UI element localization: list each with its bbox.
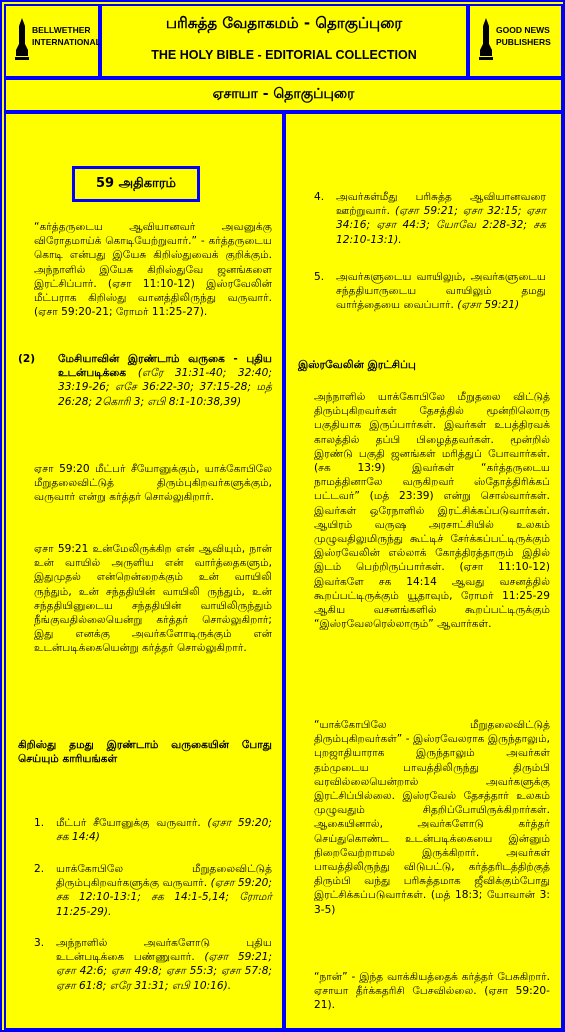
israel-para-3: “நான்” - இந்த வாக்கியத்தைக் கர்த்தர் பேசுகிறார். ஏசாயா தீர்க்கதரிசி பேசவில்லை. (ஏசா 59:20-21). <box>314 971 550 1012</box>
list-item <box>34 816 272 844</box>
point-2-title: மேசியாவின் இரண்டாம் வருகை - புதிய உடன்படிக்கை <box>58 353 272 380</box>
subtitle: ஏசாயா - தொகுப்புரை <box>212 86 355 102</box>
title-english: THE HOLY BIBLE - EDITORIAL COLLECTION <box>151 48 417 62</box>
list-item-number: 1. <box>34 817 45 829</box>
list-item-ref: (ஏசா 59:20; சக 14:4) <box>56 817 272 844</box>
subtitle-bar <box>4 78 563 112</box>
israel-para-1: அந்நாளில் யாக்கோபிலே மீறுதலை விட்டுத் திரும்புகிறவர்கள் தேசத்தில் மூன்றிலொரு பகுதியாக இருப்பார்கள். இவர்கள் உபத்திரவக் காலத்தில் தப்பி பிழைத்தவர்கள். மூன்றில் இரண்டு பகுதி ஜனங்கள் மரித்துப் போவார்கள். (சக 13:9) இவர்கள் “கர்த்தருடைய நாமத்தினாலே வருகிறவர் ஸ்தோத்திரிக்கப் பட்டவர்” (மத் 23:39) என்று சொல்வார்கள். இவர்கள் ஒரேநாளில் இரட்சிக்கப்படுவார்கள். ஆயிரம் வருஷ அரசாட்சியில் உலகம் முழுவதிலுமிருந்து கூட்டிச் சேர்க்கப்பட்டிருக்கும் இஸ்ரவேலின் எல்லாக் கோத்திரத்தாரும் இதில் இடம் பெற்றிருப்பார்கள். (ஏசா 11:10-12) இவர்களே சக 14:14 ஆவது வசனத்தில் கூறப்பட்டிருக்கும் யூதாவும், ரோமர் 11:25-29 ஆகிய வசனங்களில் கூறப்பட்டிருக்கும் “இஸ்ரவேலரெல்லாரும்” ஆவார்கள். <box>314 391 550 631</box>
point-2-number: (2) <box>18 353 36 365</box>
point-2 <box>18 352 272 409</box>
title-box <box>100 4 468 78</box>
list-item-number: 4. <box>314 191 325 203</box>
right-logo-box <box>468 4 563 78</box>
left-logo-text: BELLWETHER INTERNATIONAL <box>32 25 101 47</box>
list-item-text: அவர்களுடைய வாயிலும், அவர்களுடைய சந்ததியாருடைய வாயிலும் தமது வார்த்தையை வைப்பார். <box>336 271 546 312</box>
chapter-title: 59 அதிகாரம் <box>72 166 200 202</box>
para-59-20: ஏசா 59:20 மீட்பர் சீயோனுக்கும், யாக்கோபிலே மீறுதலைவிட்டுத் திரும்புகிறவர்களுக்கும், வருவார் என்று கர்த்தர் சொல்லுகிறார். <box>34 463 272 504</box>
list-item <box>314 270 546 313</box>
list-item-number: 2. <box>34 863 45 875</box>
bellwether-logo <box>12 14 101 72</box>
list-item-ref: (ஏசா 59:21; ஏசா 42:6; ஏசா 49:8; ஏசா 55:3; ஏசா 57:8; ஏசா 61:8; எரே 31:31; எபி 10:16). <box>56 951 272 992</box>
left-column <box>4 112 284 1030</box>
list-item <box>314 190 546 247</box>
lamp-icon <box>478 16 494 62</box>
list-item-text: யாக்கோபிலே மீறுதலைவிட்டுத் திரும்புகிறவர்களுக்கு வருவார். <box>56 863 272 890</box>
israel-salvation-heading: இஸ்ரவேலின் இரட்சிப்பு <box>298 359 416 371</box>
list-item <box>34 936 272 993</box>
para-59-21: ஏசா 59:21 உன்மேலிருக்கிற என் ஆவியும், நான் உன் வாயில் அருளிய என் வார்த்தைகளும், இதுமுதல் என்றென்றைக்கும் உன் வாயிலி ருந்தும், உன் சந்ததியின் வாயிலி ருந்தும், உன் சந்ததியினுடைய சந்ததியின் வாயிலிருந்தும் நீங்குவதில்லையென்று கர்த்தர் சொல்லுகிறார்; இது எனக்கு அவர்களோடிருக்கும் என் உடன்படிக்கையென்று கர்த்தர் சொல்லுகிறார். <box>34 543 272 655</box>
intro-paragraph: “கர்த்தருடைய ஆவியானவர் அவனுக்கு விரோதமாய்க் கொடியேற்றுவார்.” - கர்த்தருடைய கொடி என்பது இயேசு கிறிஸ்துவைக் குறிக்கும். அந்நாளில் இயேசு கிறிஸ்துவே ஜனங்களை இரட்சிப்பார். (ஏசா 11:10-12) இஸ்ரவேலின் மீட்பராக கிறிஸ்து வானத்திலிருந்து வருவார். (ஏசா 59:20-21; ரோமர் 11:25-27). <box>34 221 272 319</box>
list-item-number: 3. <box>34 937 45 949</box>
lamp-icon <box>14 16 30 62</box>
list-item-text: மீட்பர் சீயோனுக்கு வருவார். <box>56 817 201 829</box>
list-item-ref: (ஏசா 59:20; சக 12:10-13:1; சக 14:1-5,14; ரோமர் 11:25-29). <box>56 877 272 918</box>
right-logo-text: GOOD NEWS PUBLISHERS <box>496 25 551 47</box>
second-coming-heading: கிறிஸ்து தமது இரண்டாம் வருகையின் போது செய்யும் காரியங்கள் <box>18 739 272 766</box>
point-2-refs: (எரே 31:31-40; 32:40; 33:19-26; எசே 36:22-30; 37:15-28; மத் 26:28; 2கொரி 3; எபி 8:1-10:38,39) <box>58 367 272 408</box>
list-item-ref: (ஏசா 59:21; ஏசா 32:15; ஏசா 34:16; ஏசா 44:3; யோவே 2:28-32; சக 12:10-13:1). <box>336 205 546 246</box>
left-logo-box <box>4 4 100 78</box>
list-item <box>34 862 272 919</box>
list-item-number: 5. <box>314 271 325 283</box>
list-item-text: அந்நாளில் அவர்களோடு புதிய உடன்படிக்கை பண்ணுவார். <box>56 937 272 964</box>
israel-para-2: “யாக்கோபிலே மீறுதலைவிட்டுத் திரும்புகிறவர்கள்” - இஸ்ரவேலராக இருந்தாலும், புறஜாதியாராக இருந்தாலும் அவர்கள் தம்முடைய பாவத்திலிருந்து திரும்பி வரவில்லையென்றால் அவர்களுக்கு இரட்சிப்பில்லை. இஸ்ரவேல் தேசத்தார் உலகம் முழுவதும் சிதறிப்போயிருக்கிறார்கள். ஆகையினால், அவர்களோடு கர்த்தர் செய்துகொண்ட உடன்படிக்கையை இன்னும் நிறைவேற்றாமல் இருக்கிறார். அவர்கள் பாவத்திலிருந்து விடுபட்டு, கர்த்தரிடத்திற்குத் திரும்பி வந்து பரிசுத்தமாக ஜீவிக்கும்போது இரட்சிக்கப்படுவார்கள். (மத் 18:3; யோவான் 3: 3-5) <box>314 719 550 916</box>
list-item-text: அவர்கள்மீது பரிசுத்த ஆவியானவரை ஊற்றுவார். <box>336 191 546 218</box>
right-column <box>284 112 563 1030</box>
list-item-ref: (ஏசா 59:21) <box>457 299 520 312</box>
good-news-logo <box>476 14 552 72</box>
title-tamil: பரிசுத்த வேதாகமம் - தொகுப்புரை <box>165 14 403 32</box>
